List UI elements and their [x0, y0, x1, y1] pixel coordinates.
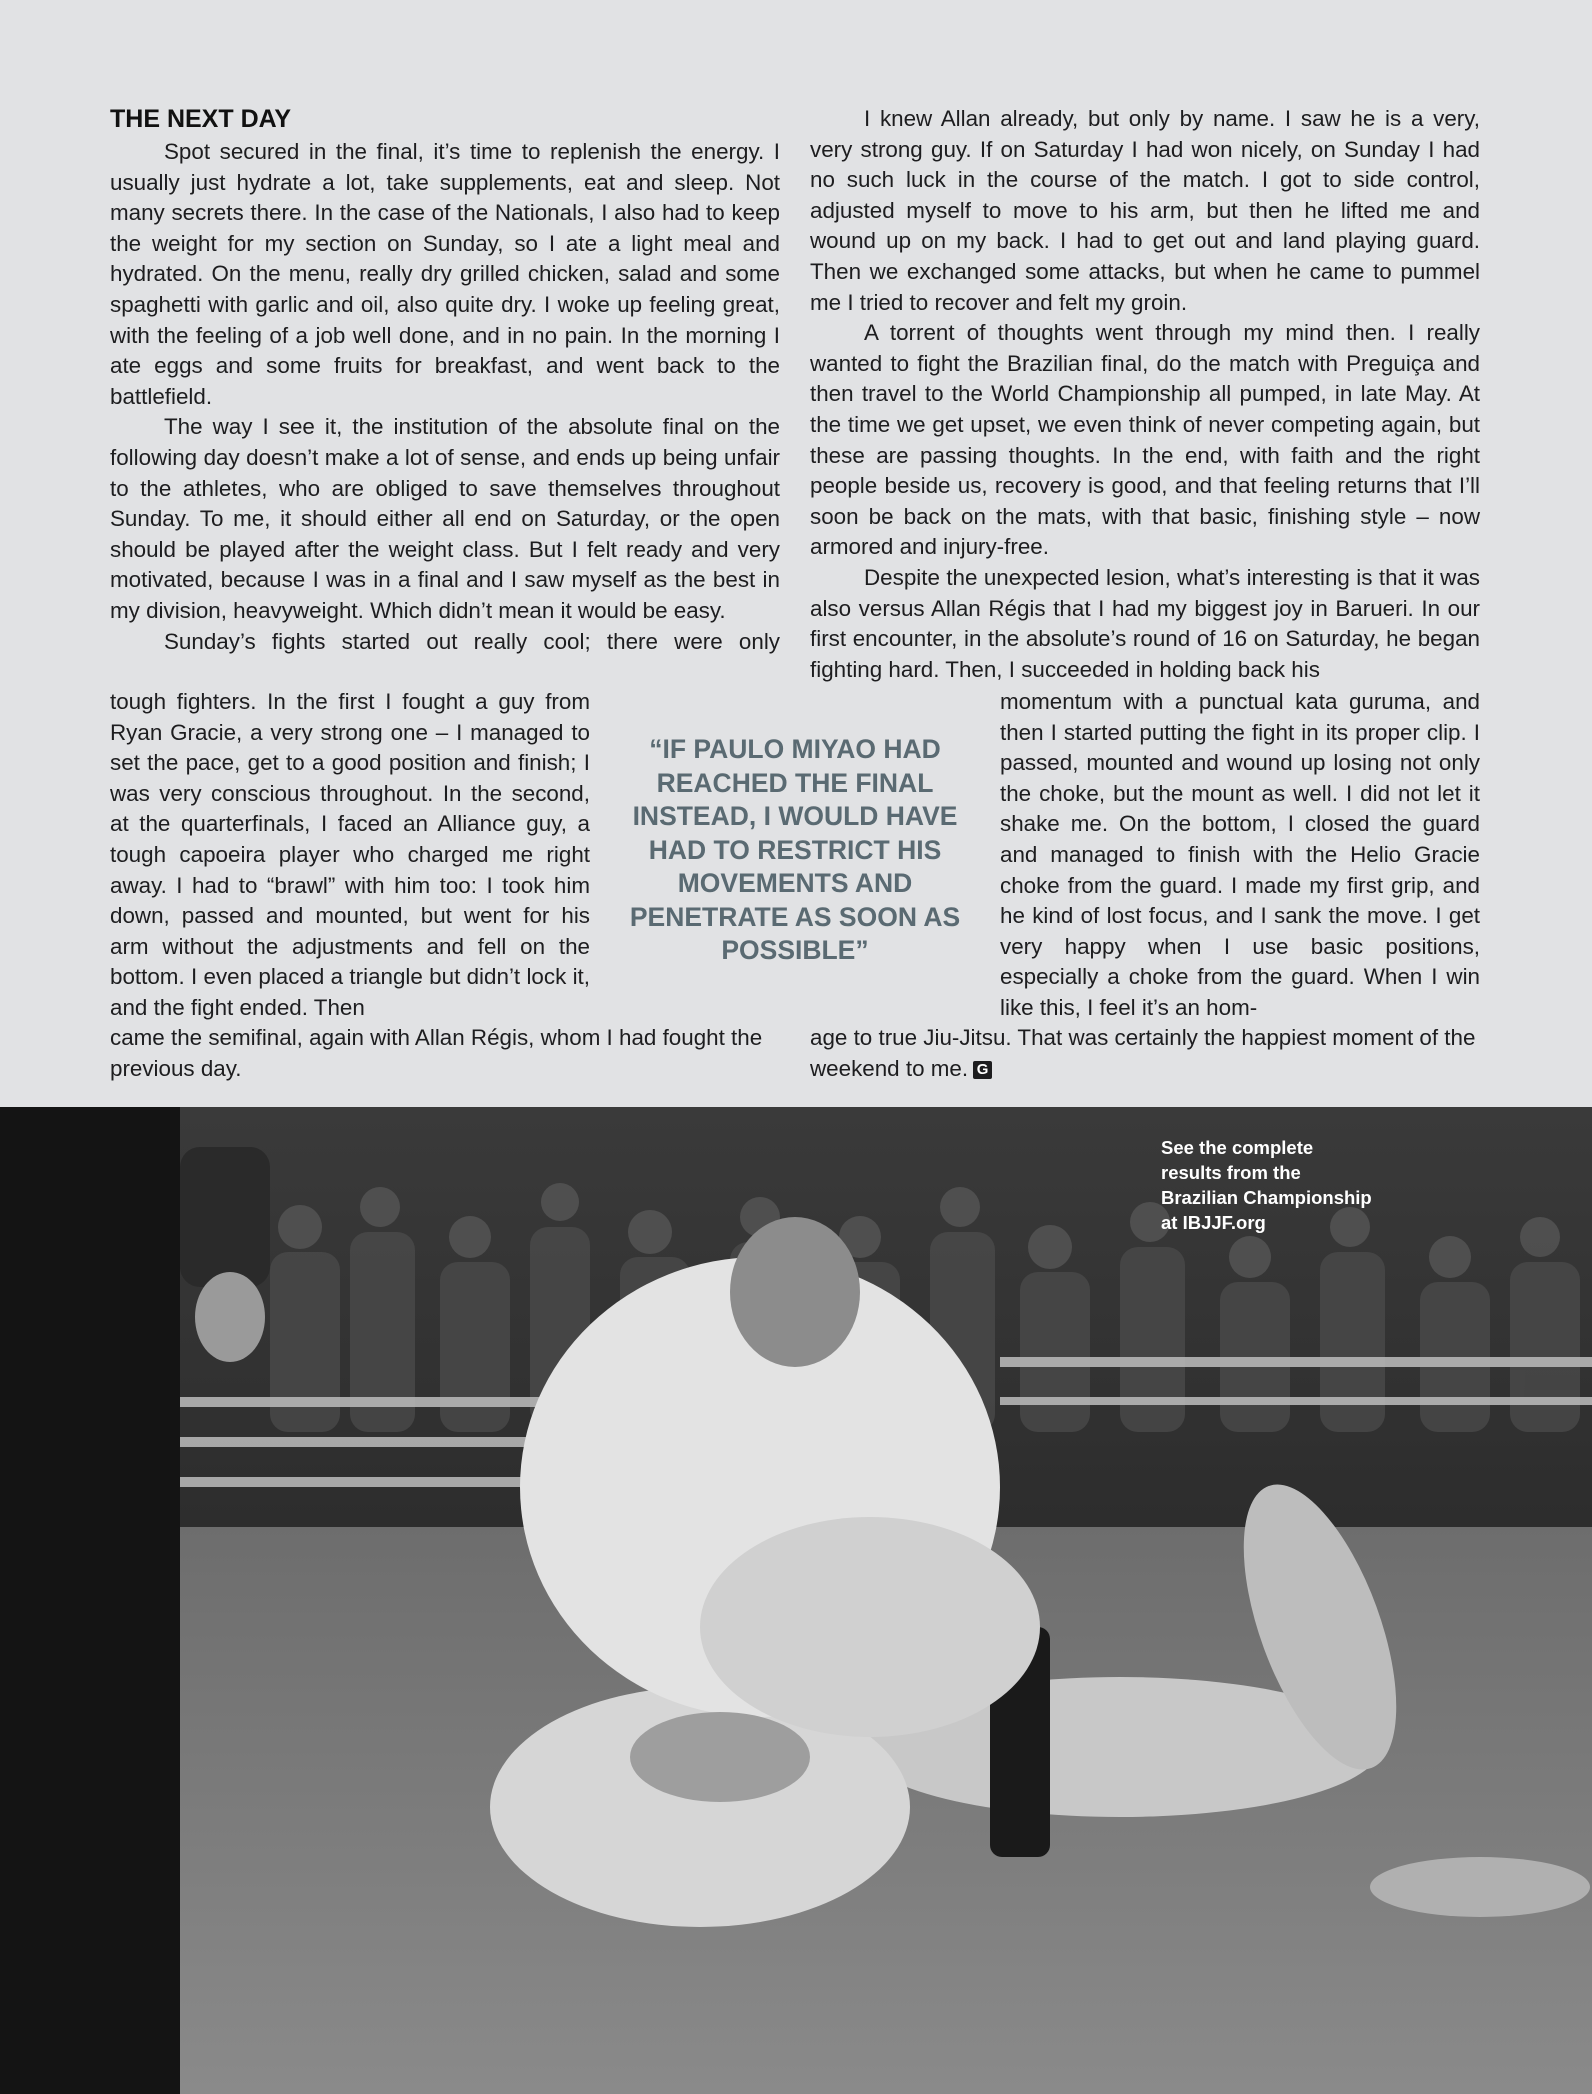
body-paragraph: A torrent of thoughts went through my mind then. I really wanted to fight the Brazilian final, do the match with Preguiça and then travel to the World Championship all pumped, in late May. At the time we get upset, we even think of never competing again, but these are passing thoughts. In the end, with faith and the right people beside us, recovery is good, and that feeling returns that I’ll soon be back on the mats, with that basic, finishing style – now armored and injury-free. [810, 320, 1480, 560]
photo-caption [1161, 1135, 1411, 1235]
body-paragraph-continued: momentum with a punctual kata guruma, and then I started putting the fight in its proper clip. I passed, mounted and wound up losing not only the choke, but the mount as well. I did not let it shake me. On the bottom, I closed the guard and managed to finish with the Helio Gracie choke from the guard. I made my first grip, and he kind of lost focus, and I sank the move. I get very happy when I use basic positions, especially a choke from the guard. When I win like this, I feel it’s an hom- [1000, 689, 1480, 1020]
body-paragraph: Sunday’s fights started out really cool; there were only [164, 628, 780, 654]
caption-line: Brazilian Championship [1161, 1187, 1372, 1208]
closing-text: age to true Jiu-Jitsu. That was certainly the happiest moment of the weekend to me. [810, 1025, 1476, 1081]
body-paragraph: The way I see it, the institution of the absolute final on the following day doesn’t make a lot of sense, and ends up being unfair to the athletes, who are obliged to save themselves throughout Sunday. To me, it should either all end on Saturday, or the open should be played after the weight class. But I felt ready and very motivated, because I was in a final and I saw myself as the best in my division, heavyweight. Which didn’t mean it would be easy. [110, 414, 780, 623]
right-column-narrow [1000, 687, 1480, 1024]
left-column-narrow [110, 687, 590, 1024]
body-paragraph-continued [810, 1023, 1480, 1084]
caption-line: See the complete [1161, 1137, 1314, 1158]
body-paragraph: Spot secured in the final, it’s time to replenish the energy. I usually just hydrate a lot, take supplements, eat and sleep. Not many secrets there. In the case of the Nationals, I also had to keep the weight for my section on Sunday, so I ate a light meal and hydrated. On the menu, really dry grilled chicken, salad and some spaghetti with garlic and oil, also quite dry. I woke up feeling great, with the feeling of a job well done, and in no pain. In the morning I ate eggs and some fruits for breakfast, and went back to the battlefield. [110, 139, 780, 409]
body-paragraph: I knew Allan already, but only by name. I saw he is a very, very strong guy. If on Saturday I had won nicely, on Sunday I had no such luck in the course of the match. I got to side control, adjusted myself to move to his arm, but then he lifted me and wound up on my back. I had to get out and land playing guard. Then we exchanged some attacks, but when he came to pummel me I tried to recover and felt my groin. [810, 106, 1480, 315]
left-column-top [110, 137, 780, 657]
body-paragraph-continued: tough fighters. In the first I fought a guy from Ryan Gracie, a very strong one – I managed to set the pace, get to a good position and finish; I was very conscious throughout. In the second, at the quarterfinals, I faced an Alliance guy, a tough capoeira player who charged me right away. I had to “brawl” with him too: I took him down, passed and mounted, but went for his arm without the adjustments and fell on the bottom. I even placed a triangle but didn’t lock it, and the fight ended. Then [110, 689, 590, 1020]
match-photo [0, 1107, 1592, 2094]
left-column-bottom [110, 1023, 780, 1084]
right-column-bottom [810, 1023, 1480, 1084]
caption-line: results from the [1161, 1162, 1301, 1183]
pull-quote: “IF PAULO MIYAO HAD REACHED THE FINAL INSTEAD, I WOULD HAVE HAD TO RESTRICT HIS MOVEMENTS AND PENETRATE AS SOON AS POSSIBLE” [629, 734, 961, 965]
body-paragraph-continued: came the semifinal, again with Allan Régis, whom I had fought the previous day. [110, 1025, 763, 1081]
right-column-top [810, 104, 1480, 685]
body-paragraph: Despite the unexpected lesion, what’s interesting is that it was also versus Allan Régis that I had my biggest joy in Barueri. In our first encounter, in the absolute’s round of 16 on Saturday, he began fighting hard. Then, I succeeded in holding back his [810, 564, 1480, 682]
caption-link[interactable]: at IBJJF.org [1161, 1212, 1266, 1233]
section-heading: THE NEXT DAY [110, 105, 292, 133]
end-of-article-icon: G [973, 1061, 992, 1079]
